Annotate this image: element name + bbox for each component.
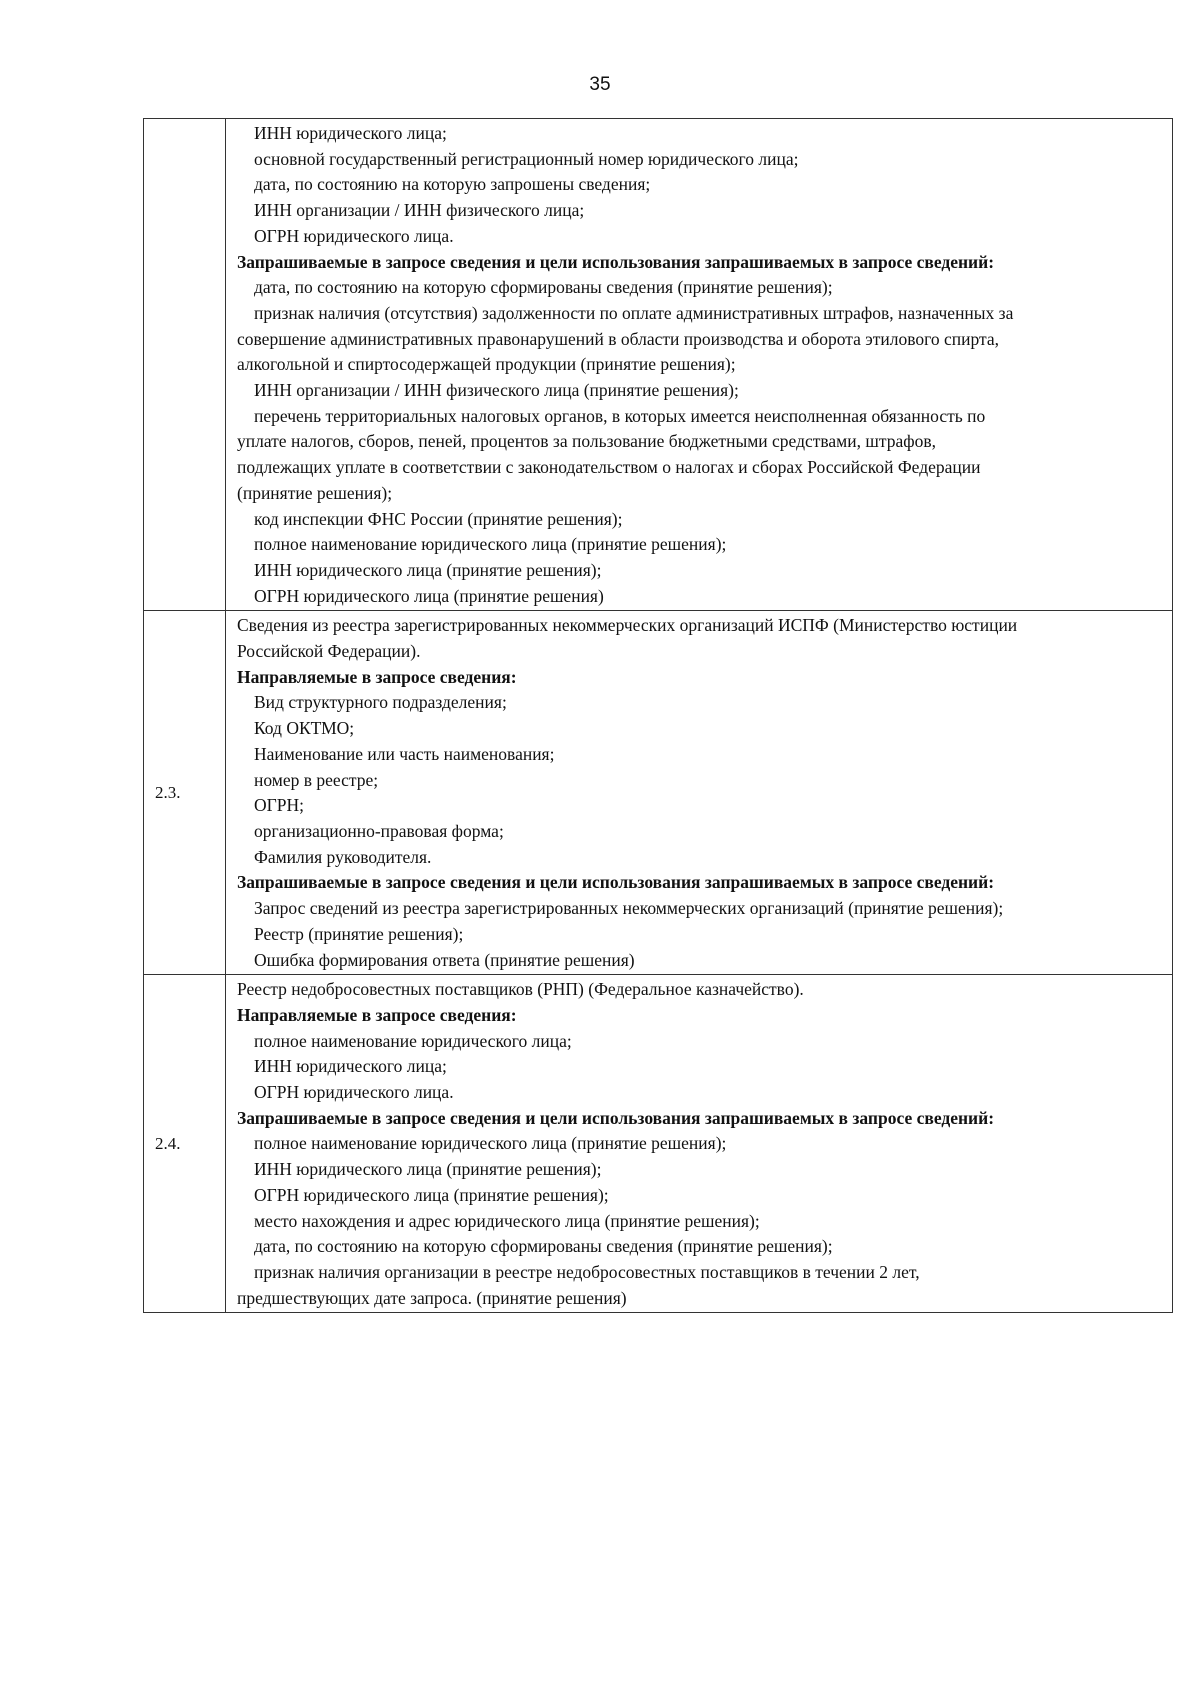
section-heading: Направляемые в запросе сведения: [237, 1004, 517, 1025]
text-line: Фамилия руководителя. [254, 846, 432, 867]
text-line: Сведения из реестра зарегистрированных некоммерческих организаций ИСПФ (Министерство юстиции [237, 615, 1018, 636]
text-line: совершение административных правонарушений в области производства и оборота этилового спирта, [237, 328, 1000, 349]
text-line: ОГРН юридического лица. [254, 225, 454, 246]
text-line: ОГРН юридического лица. [254, 1082, 454, 1103]
row-content-cell [226, 975, 1173, 1313]
row-content-cell [226, 119, 1173, 611]
text-line: Ошибка формирования ответа (принятие решения) [254, 949, 635, 970]
section-heading: Запрашиваемые в запросе сведения и цели использования запрашиваемых в запросе сведений: [237, 1107, 995, 1128]
text-line: ИНН юридического лица; [254, 123, 447, 143]
text-line: ИНН юридического лица (принятие решения); [254, 559, 602, 580]
table-row [144, 611, 1173, 975]
text-line: Наименование или часть наименования; [254, 743, 555, 764]
section-heading: Запрашиваемые в запросе сведения и цели использования запрашиваемых в запросе сведений: [237, 251, 995, 272]
text-line: признак наличия (отсутствия) задолженности по оплате административных штрафов, назначенных за [254, 302, 1014, 323]
text-line: Код ОКТМО; [254, 718, 355, 739]
text-line: основной государственный регистрационный номер юридического лица; [254, 148, 799, 169]
table-body [144, 119, 1173, 1313]
text-line: перечень территориальных налоговых органов, в которых имеется неисполненная обязанность по [254, 405, 986, 426]
text-line: подлежащих уплате в соответствии с законодательством о налогах и сборах Российской Федерации [237, 457, 981, 478]
text-line: ИНН организации / ИНН физического лица; [254, 200, 585, 221]
text-line: ОГРН юридического лица (принятие решения); [254, 1184, 609, 1205]
page-number: 35 [589, 74, 611, 95]
table-row [144, 975, 1173, 1313]
table-row [144, 119, 1173, 611]
text-line: Реестр недобросовестных поставщиков (РНП) (Федеральное казначейство). [237, 979, 804, 1000]
text-line: ОГРН юридического лица (принятие решения) [254, 585, 604, 606]
row-number-cell [144, 119, 226, 611]
text-line: ИНН юридического лица; [254, 1056, 447, 1077]
text-line: дата, по состоянию на которую запрошены сведения; [254, 174, 651, 195]
text-line: уплате налогов, сборов, пеней, процентов за пользование бюджетными средствами, штрафов, [237, 431, 936, 452]
text-line: код инспекции ФНС России (принятие решения); [254, 508, 623, 529]
text-line: предшествующих дате запроса. (принятие решения) [237, 1287, 627, 1308]
document-table [143, 118, 1173, 1313]
text-line: Вид структурного подразделения; [254, 692, 507, 713]
text-line: дата, по состоянию на которую сформированы сведения (принятие решения); [254, 277, 833, 298]
section-heading: Запрашиваемые в запросе сведения и цели использования запрашиваемых в запросе сведений: [237, 872, 995, 893]
section-heading: Направляемые в запросе сведения: [237, 666, 517, 687]
text-line: ОГРН; [254, 795, 304, 816]
row-number-cell: 2.4. [144, 975, 226, 1313]
text-line: признак наличия организации в реестре недобросовестных поставщиков в течении 2 лет, [254, 1261, 920, 1282]
text-line: ИНН организации / ИНН физического лица (принятие решения); [254, 380, 739, 401]
text-line: организационно-правовая форма; [254, 820, 504, 841]
text-line: алкогольной и спиртосодержащей продукции (принятие решения); [237, 354, 736, 375]
text-line: место нахождения и адрес юридического лица (принятие решения); [254, 1210, 760, 1231]
text-line: (принятие решения); [237, 482, 393, 503]
text-line: полное наименование юридического лица (принятие решения); [254, 534, 727, 555]
text-line: Реестр (принятие решения); [254, 923, 464, 944]
text-line: номер в реестре; [254, 769, 379, 790]
text-line: дата, по состоянию на которую сформированы сведения (принятие решения); [254, 1236, 833, 1257]
row-number-cell: 2.3. [144, 611, 226, 975]
text-line: полное наименование юридического лица (принятие решения); [254, 1133, 727, 1154]
row-content-cell [226, 611, 1173, 975]
text-line: Российской Федерации). [237, 641, 421, 662]
text-line: Запрос сведений из реестра зарегистрированных некоммерческих организаций (принятие решения); [254, 898, 1004, 919]
text-line: полное наименование юридического лица; [254, 1030, 572, 1051]
text-line: ИНН юридического лица (принятие решения); [254, 1159, 602, 1180]
